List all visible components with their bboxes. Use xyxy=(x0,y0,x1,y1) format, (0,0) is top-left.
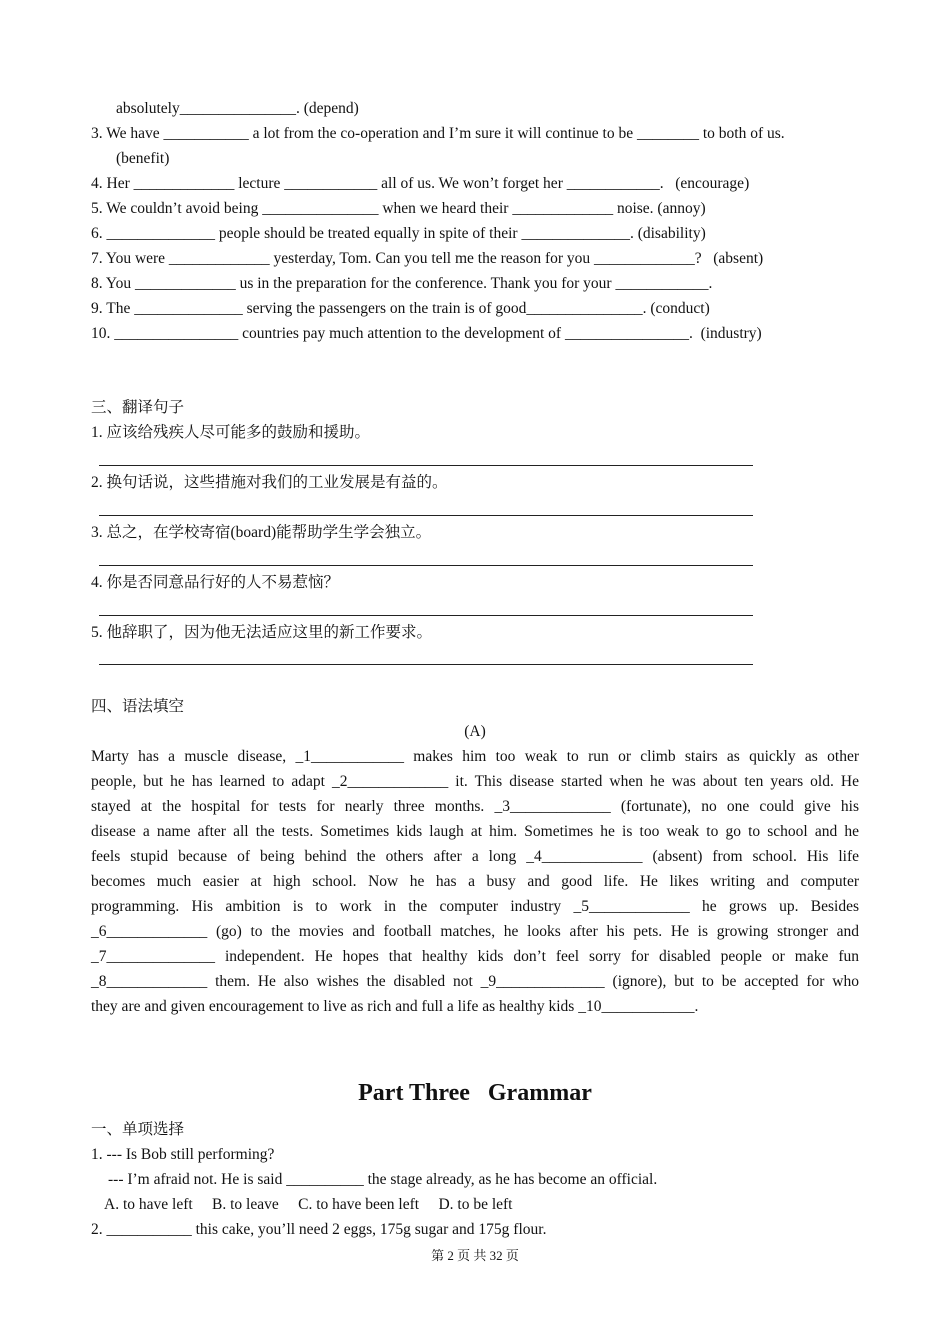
vocab-item-10: 10. ________________ countries pay much attention to the development of ________________. (industry) xyxy=(91,325,762,342)
passage-line-4: disease a name after all the tests. Sometimes kids laugh at him. Sometimes he is too weak to go to school and he xyxy=(91,823,859,840)
question-1-options: A. to have left B. to leave C. to have been left D. to be left xyxy=(104,1196,513,1213)
vocab-item-5: 5. We couldn’t avoid being _______________ when we heard their _____________ noise. (annoy) xyxy=(91,200,706,217)
vocab-item-4: 4. Her _____________ lecture ____________ all of us. We won’t forget her ____________. (encourage) xyxy=(91,175,750,192)
page-footer: 第 2 页 共 32 页 xyxy=(431,1248,519,1263)
vocab-item-3-hint: (benefit) xyxy=(116,150,170,167)
multiple-choice-heading: 一、单项选择 xyxy=(91,1121,185,1138)
vocab-item-8: 8. You _____________ us in the preparation for the conference. Thank you for your ____________. xyxy=(91,275,713,292)
passage-line-6: becomes much easier at high school. Now he has a busy and good life. He likes writing and computer xyxy=(91,873,859,890)
question-1-prompt: 1. --- Is Bob still performing? xyxy=(91,1146,275,1163)
answer-line-4[interactable] xyxy=(99,615,753,616)
translation-heading: 三、翻译句子 xyxy=(91,399,185,416)
translation-item-3: 3. 总之，在学校寄宿(board)能帮助学生学会独立。 xyxy=(91,524,432,541)
answer-line-5[interactable] xyxy=(99,664,753,665)
passage-label: (A) xyxy=(464,723,486,740)
passage-line-1: Marty has a muscle disease, _1____________ makes him too weak to run or climb stairs as quickly as other xyxy=(91,748,859,765)
passage-line-2: people, but he has learned to adapt _2_____________ it. This disease started when he was about ten years old. He xyxy=(91,773,859,790)
passage-line-5: feels stupid because of being behind the others after a long _4_____________ (absent) from school. His life xyxy=(91,848,859,865)
passage-line-9: _7______________ independent. He hopes that healthy kids don’t feel sorry for disabled people or make fun xyxy=(91,948,859,965)
vocab-item-6: 6. ______________ people should be treated equally in spite of their ______________. (disability) xyxy=(91,225,706,242)
translation-item-5: 5. 他辞职了，因为他无法适应这里的新工作要求。 xyxy=(91,624,433,641)
answer-line-1[interactable] xyxy=(99,465,753,466)
question-1-line-2: --- I’m afraid not. He is said __________ the stage already, as he has become an official. xyxy=(108,1171,658,1188)
translation-item-4: 4. 你是否同意品行好的人不易惹恼？ xyxy=(91,574,340,591)
vocab-item-2-continuation: absolutely_______________. (depend) xyxy=(116,100,359,117)
passage-line-7: programming. His ambition is to work in the computer industry _5_____________ he grows up. Besides xyxy=(91,898,859,915)
passage-line-11: they are and given encouragement to live as rich and full a life as healthy kids _10____________. xyxy=(91,998,699,1015)
answer-line-2[interactable] xyxy=(99,515,753,516)
part-three-title: Part Three Grammar xyxy=(358,1080,592,1106)
vocab-item-9: 9. The ______________ serving the passengers on the train is of good_______________. (conduct) xyxy=(91,300,710,317)
vocab-item-7: 7. You were _____________ yesterday, Tom. Can you tell me the reason for you _____________? (absent) xyxy=(91,250,764,267)
passage-line-3: stayed at the hospital for tests for nearly three months. _3_____________ (fortunate), no one could give his xyxy=(91,798,859,815)
grammar-fill-heading: 四、语法填空 xyxy=(91,698,185,715)
translation-item-1: 1. 应该给残疾人尽可能多的鼓励和援助。 xyxy=(91,424,371,441)
translation-item-2: 2. 换句话说，这些措施对我们的工业发展是有益的。 xyxy=(91,474,448,491)
passage-line-10: _8_____________ them. He also wishes the disabled not _9______________ (ignore), but to be accepted for who xyxy=(91,973,859,990)
vocab-item-3: 3. We have ___________ a lot from the co-operation and I’m sure it will continue to be ________ to both of us. xyxy=(91,125,785,142)
answer-line-3[interactable] xyxy=(99,565,753,566)
passage-line-8: _6_____________ (go) to the movies and football matches, he looks after his pets. He is growing stronger and xyxy=(91,923,859,940)
question-2-prompt: 2. ___________ this cake, you’ll need 2 eggs, 175g sugar and 175g flour. xyxy=(91,1221,547,1238)
